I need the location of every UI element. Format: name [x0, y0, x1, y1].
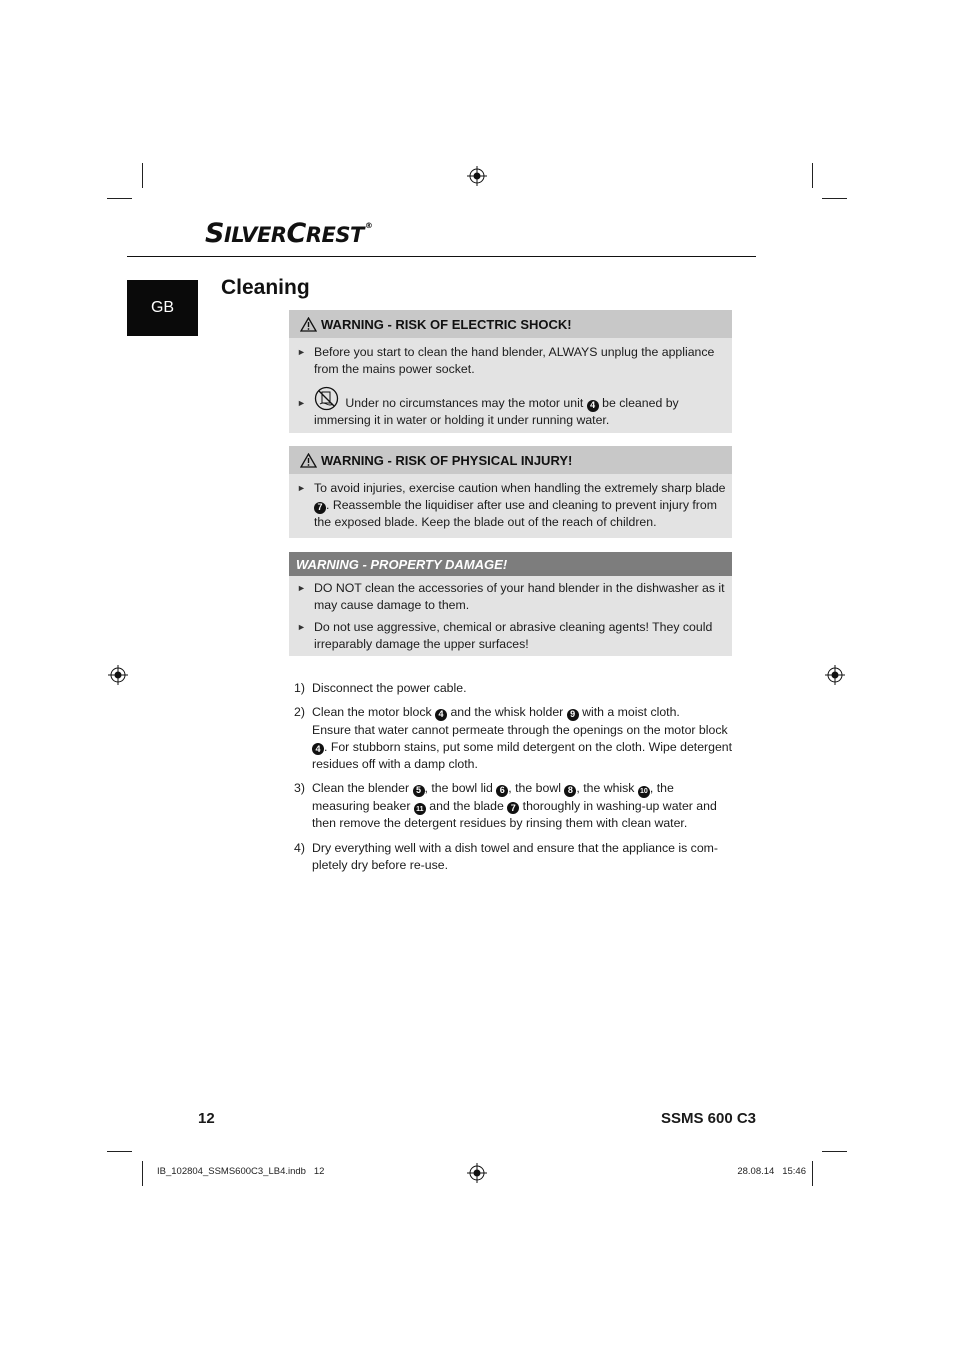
bullet-arrow-icon: ►	[297, 583, 306, 593]
part-number-badge: 4	[435, 709, 447, 721]
warning-item: ► DO NOT clean the accessories of your hand blender in the dishwasher as it may cause damage to them.	[297, 581, 725, 612]
warning-item: ► Under no circumstances may the motor unit 4 be cleaned by immersing it in water or holding it under running water.	[289, 386, 732, 429]
warning-item: ► Do not use aggressive, chemical or abrasive cleaning agents! They could irreparably damage the upper surfaces!	[297, 620, 713, 651]
crop-mark	[822, 1151, 847, 1152]
warning-item: ► To avoid injuries, exercise caution when handling the extremely sharp blade 7 . Reassemble the liquidiser after use and cleaning to prevent injury from the exposed blade. Keep the blade out of the reach of children.	[297, 481, 726, 529]
part-number-badge: 6	[496, 785, 508, 797]
crop-mark	[107, 198, 132, 199]
part-number-badge: 7	[507, 802, 519, 814]
warning-item: ► Before you start to clean the hand blender, ALWAYS unplug the appliance from the mains power socket.	[297, 345, 715, 376]
part-number-badge: 10	[638, 786, 650, 798]
warning-injury-heading: WARNING - RISK OF PHYSICAL INJURY!	[289, 446, 732, 474]
warning-triangle-icon	[300, 317, 317, 332]
crop-mark	[107, 1151, 132, 1152]
bullet-arrow-icon: ►	[297, 398, 306, 408]
part-number-badge: 4	[312, 743, 324, 755]
warning-electric-heading: WARNING - RISK OF ELECTRIC SHOCK!	[289, 310, 732, 338]
warning-triangle-icon	[300, 453, 317, 468]
list-item: 2) Clean the motor block 4 and the whisk holder 9 with a moist cloth. Ensure that water cannot permeate through the openings on the motor block 4 . For stubborn stains, put some mild detergent on the cloth. Wipe detergent residues off with a damp cloth.	[294, 705, 733, 772]
warning-property-heading: WARNING - PROPERTY DAMAGE!	[289, 552, 732, 576]
cleaning-steps	[294, 680, 734, 881]
bullet-arrow-icon: ►	[297, 622, 306, 632]
brand-logo: SILVERCREST®	[205, 218, 373, 249]
list-item: 3) Clean the blender 5 , the bowl lid 6 , the bowl 8 , the whisk 10 , the measuring beaker 11 and the blade 7 thoroughly in washing-up water and then remove the detergent residues by rinsing them with clean water.	[294, 781, 717, 831]
file-slug: IB_102804_SSMS600C3_LB4.indb 12	[157, 1166, 325, 1177]
registration-mark-icon	[825, 665, 845, 685]
no-immersion-icon	[314, 386, 339, 411]
language-tab: GB	[127, 280, 198, 336]
page-number: 12	[198, 1110, 215, 1127]
crop-mark	[812, 163, 813, 188]
registration-mark-icon	[467, 1163, 487, 1183]
crop-mark	[142, 1161, 143, 1186]
registration-mark-icon	[467, 166, 487, 186]
crop-mark	[142, 163, 143, 188]
part-number-badge: 4	[587, 400, 599, 412]
crop-mark	[812, 1161, 813, 1186]
bullet-arrow-icon: ►	[297, 483, 306, 493]
part-number-badge: 5	[413, 785, 425, 797]
part-number-badge: 9	[567, 709, 579, 721]
registration-mark-icon	[108, 665, 128, 685]
print-timestamp: 28.08.14 15:46	[737, 1166, 806, 1177]
warning-injury-box	[289, 446, 732, 538]
warning-electric-box	[289, 310, 732, 433]
part-number-badge: 7	[314, 502, 326, 514]
warning-property-box	[289, 552, 732, 656]
list-item: 4) Dry everything well with a dish towel and ensure that the appliance is com-pletely dry before re-use.	[294, 840, 719, 873]
bullet-arrow-icon: ►	[297, 347, 306, 357]
model-number: SSMS 600 C3	[660, 1110, 756, 1127]
part-number-badge: 8	[564, 785, 576, 797]
list-item: 1) Disconnect the power cable.	[294, 681, 467, 695]
crop-mark	[822, 198, 847, 199]
part-number-badge: 11	[414, 803, 426, 815]
header-rule	[127, 256, 756, 257]
page-title: Cleaning	[221, 276, 310, 299]
